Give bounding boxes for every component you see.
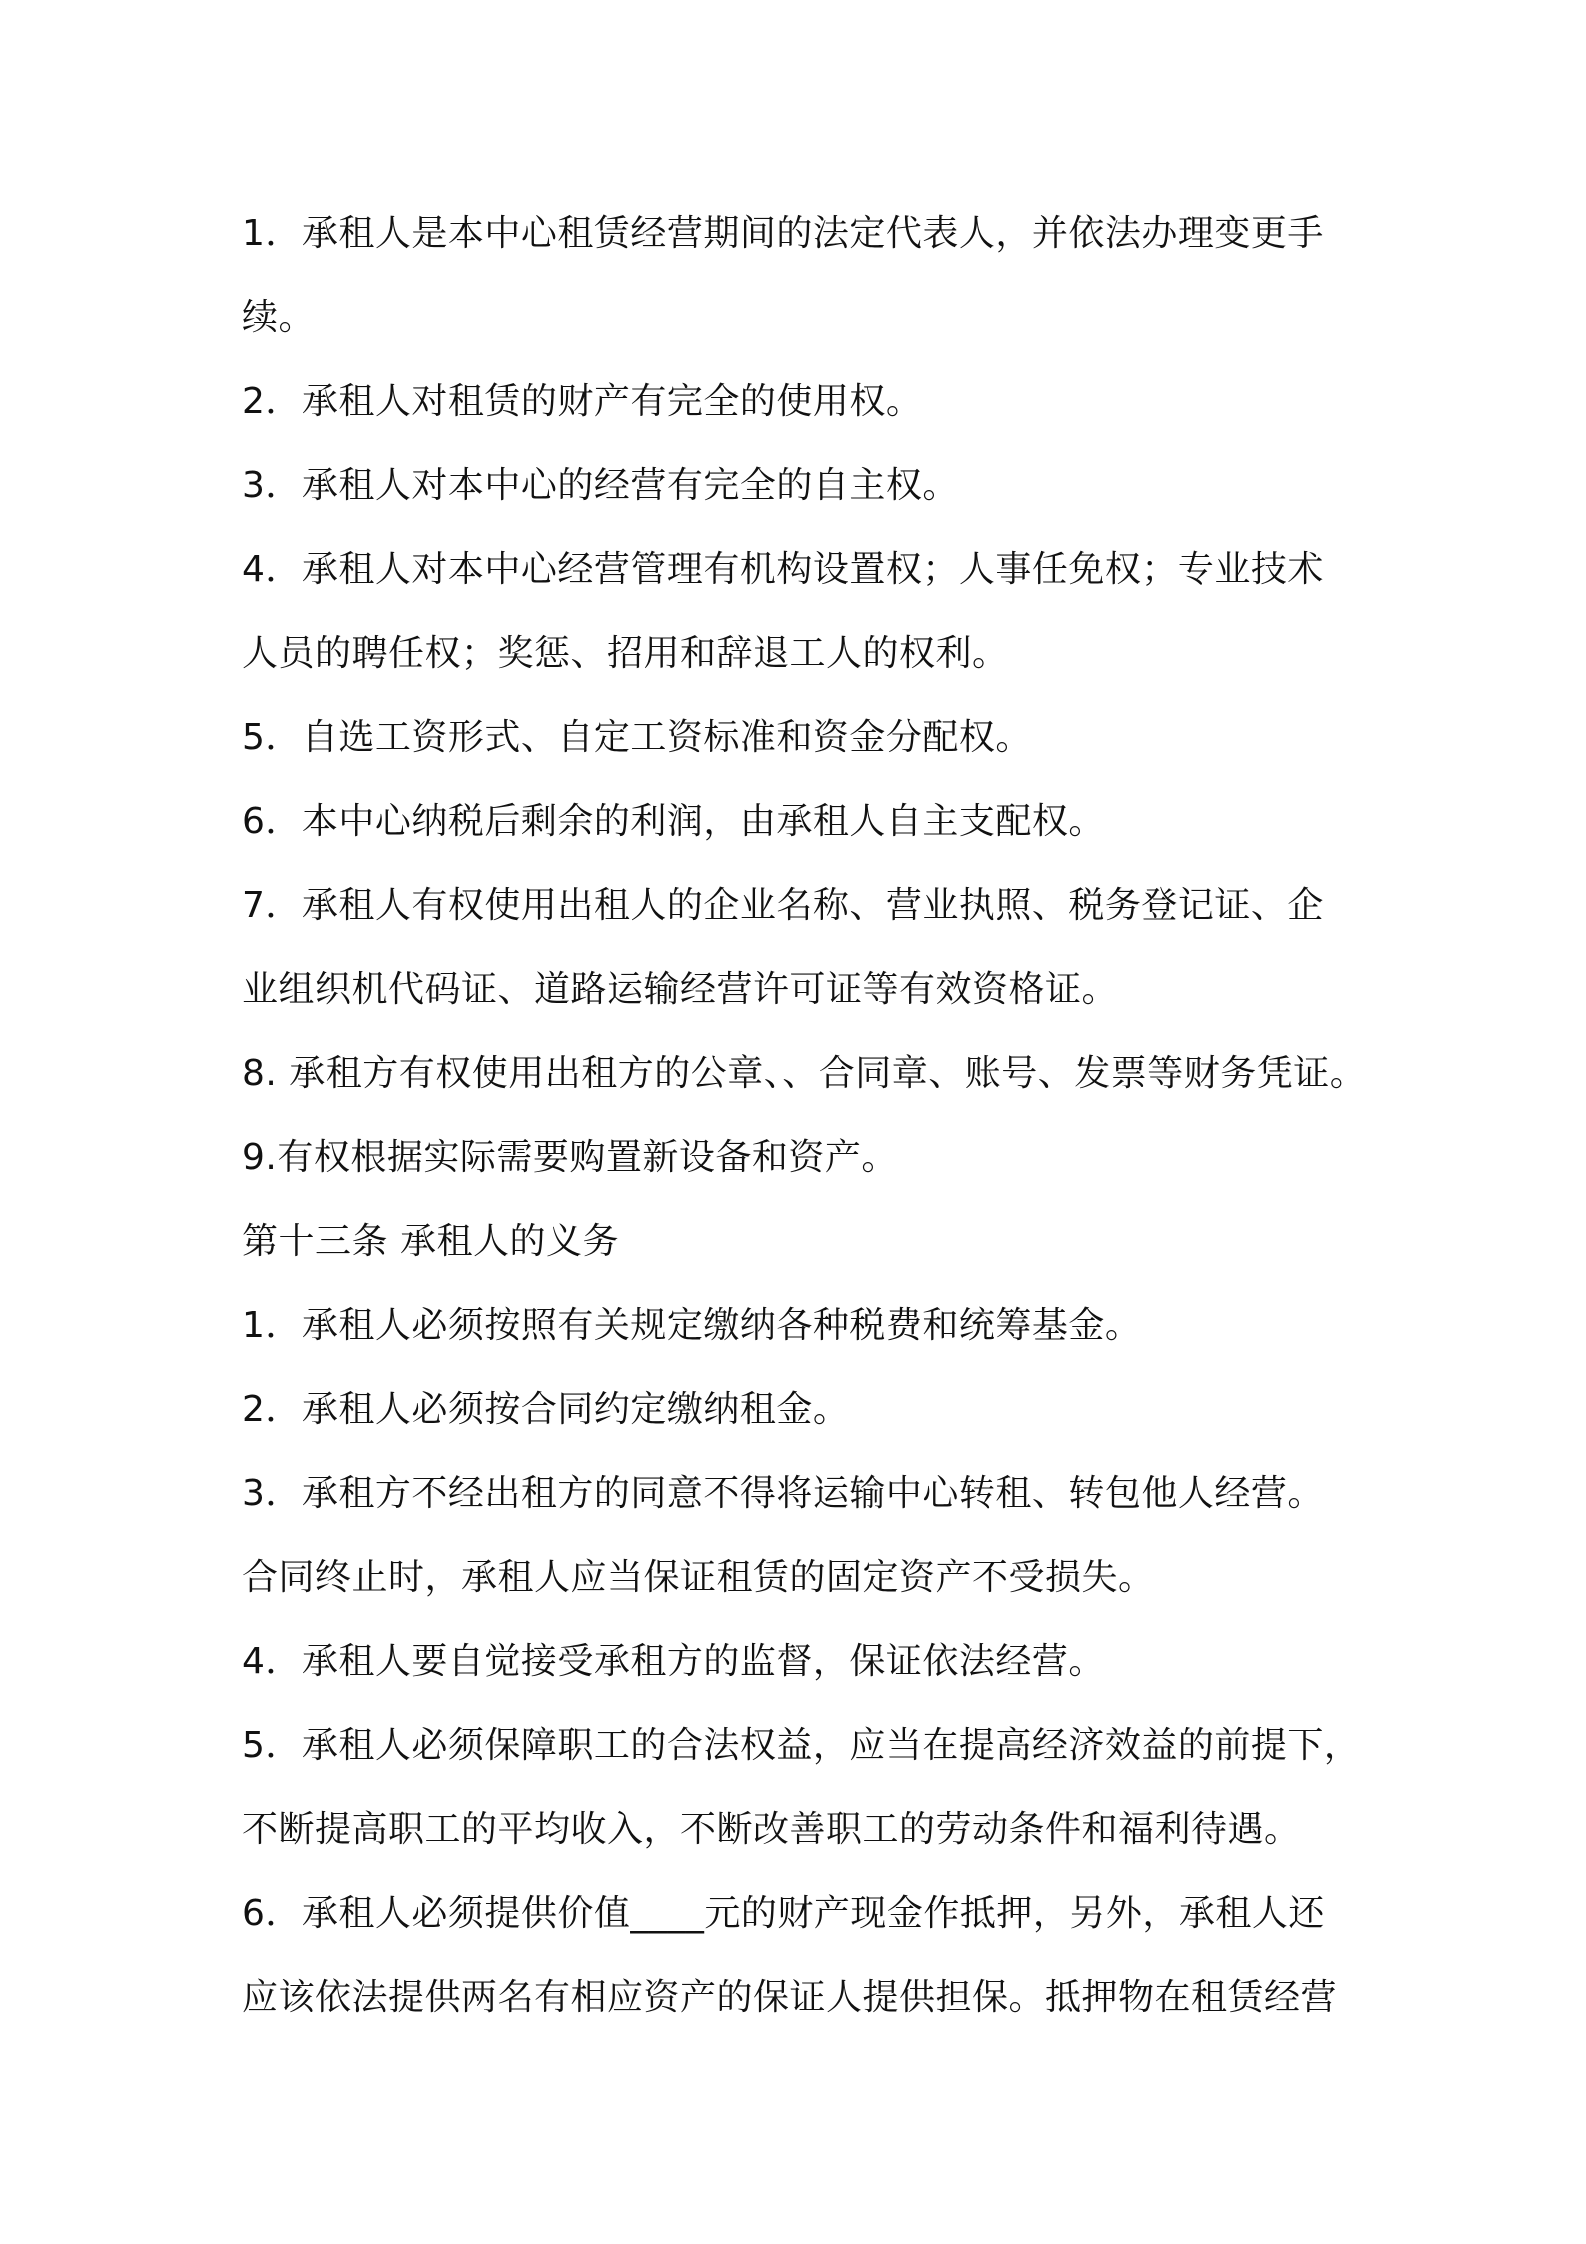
text-line-3: 2．承租人对租赁的财产有完全的使用权。 bbox=[242, 381, 923, 422]
document-body bbox=[242, 192, 1372, 2040]
text-line-12: 9.有权根据实际需要购置新设备和资产。 bbox=[242, 1137, 898, 1178]
text-line-4: 3．承租人对本中心的经营有完全的自主权。 bbox=[242, 465, 959, 506]
text-line-5: 4．承租人对本中心经营管理有机构设置权；人事任免权；专业技术 bbox=[242, 549, 1324, 590]
text-line-16: 3．承租方不经出租方的同意不得将运输中心转租、转包他人经营。 bbox=[242, 1473, 1324, 1514]
text-line-6: 人员的聘任权；奖惩、招用和辞退工人的权利。 bbox=[242, 633, 1009, 674]
text-line-19: 5．承租人必须保障职工的合法权益，应当在提高经济效益的前提下， bbox=[242, 1725, 1361, 1766]
section-heading: 第十三条 承租人的义务 bbox=[242, 1221, 619, 1262]
text-line-18: 4．承租人要自觉接受承租方的监督，保证依法经营。 bbox=[242, 1641, 1105, 1682]
text-line-22: 应该依法提供两名有相应资产的保证人提供担保。抵押物在租赁经营 bbox=[242, 1977, 1338, 2018]
text-line-11: 8. 承租方有权使用出租方的公章、、合同章、账号、发票等财务凭证。 bbox=[242, 1053, 1367, 1094]
text-line-15: 2．承租人必须按合同约定缴纳租金。 bbox=[242, 1389, 850, 1430]
text-line-2: 续。 bbox=[242, 297, 316, 338]
text-line-8: 6．本中心纳税后剩余的利润，由承租人自主支配权。 bbox=[242, 801, 1105, 842]
text-line-21: 6．承租人必须提供价值____元的财产现金作抵押，另外，承租人还 bbox=[242, 1893, 1325, 1934]
text-line-7: 5．自选工资形式、自定工资标准和资金分配权。 bbox=[242, 717, 1032, 758]
text-line-1: 1．承租人是本中心租赁经营期间的法定代表人，并依法办理变更手 bbox=[242, 213, 1324, 254]
text-line-9: 7．承租人有权使用出租人的企业名称、营业执照、税务登记证、企 bbox=[242, 885, 1324, 926]
text-line-17: 合同终止时，承租人应当保证租赁的固定资产不受损失。 bbox=[242, 1557, 1155, 1598]
text-line-20: 不断提高职工的平均收入，不断改善职工的劳动条件和福利待遇。 bbox=[242, 1809, 1301, 1850]
text-line-10: 业组织机代码证、道路运输经营许可证等有效资格证。 bbox=[242, 969, 1119, 1010]
text-line-14: 1．承租人必须按照有关规定缴纳各种税费和统筹基金。 bbox=[242, 1305, 1142, 1346]
